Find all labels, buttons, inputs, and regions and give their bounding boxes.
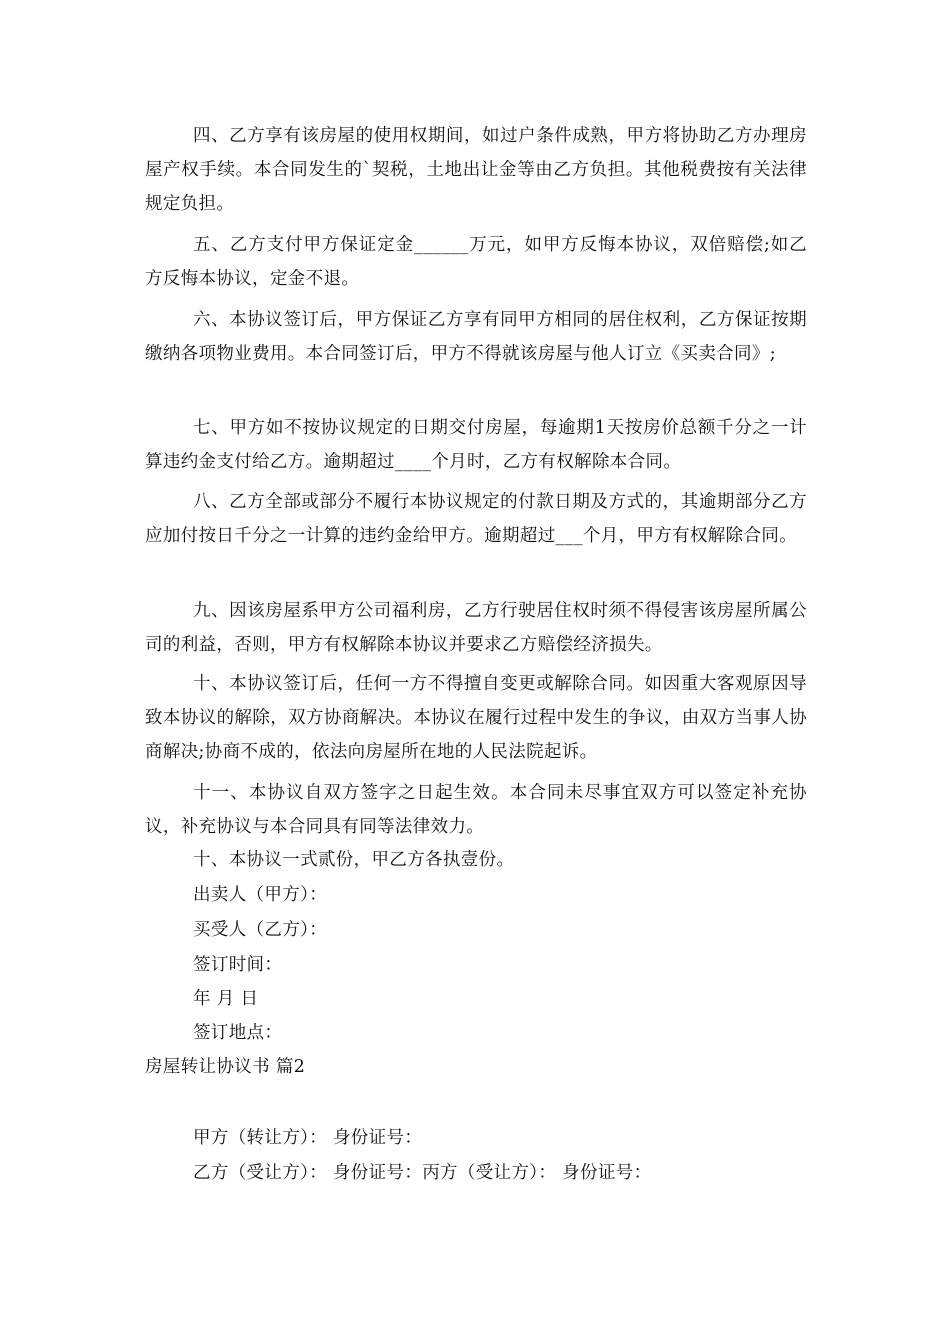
sign-place-label: 签订地点：: [193, 1023, 283, 1043]
clause-12: 十、本协议一式贰份，甲乙方各执壹份。: [193, 850, 515, 870]
clause-5: 五、乙方支付甲方保证定金______万元，如甲方反悔本协议，双倍赔偿;如乙方反悔本协议，定金不退。: [145, 235, 807, 289]
seller-signature-label: 出卖人（甲方）：: [193, 885, 328, 905]
party-b-c-line: 乙方（受让方）： 身份证号：丙方（受让方）： 身份证号：: [193, 1163, 652, 1183]
sign-date-label: 签订时间：: [193, 955, 283, 975]
buyer-signature-label: 买受人（乙方）：: [193, 920, 328, 940]
clause-9: 九、因该房屋系甲方公司福利房，乙方行驶居住权时须不得侵害该房屋所属公司的利益，否则，甲方有权解除本协议并要求乙方赔偿经济损失。: [145, 601, 807, 655]
clause-10: 十、本协议签订后，任何一方不得擅自变更或解除合同。如因重大客观原因导致本协议的解除，双方协商解决。本协议在履行过程中发生的争议，由双方当事人协商解决;协商不成的，依法向房屋所在地的人民法院起诉。: [145, 674, 807, 762]
clause-4: 四、乙方享有该房屋的使用权期间，如过户条件成熟，甲方将协助乙方办理房屋产权手续。本合同发生的`契税，土地出让金等由乙方负担。其他税费按有关法律规定负担。: [145, 126, 807, 214]
clause-8: 八、乙方全部或部分不履行本协议规定的付款日期及方式的，其逾期部分乙方应加付按日千分之一计算的违约金给甲方。逾期超过___个月，甲方有权解除合同。: [145, 492, 807, 546]
section-2-heading: 房屋转让协议书 篇2: [145, 1057, 306, 1077]
sign-date-value: 年 月 日: [193, 989, 259, 1009]
clause-7: 七、甲方如不按协议规定的日期交付房屋，每逾期1天按房价总额千分之一计算违约金支付给乙方。逾期超过____个月时，乙方有权解除本合同。: [145, 418, 807, 472]
clause-11: 十一、本协议自双方签字之日起生效。本合同未尽事宜双方可以签定补充协议，补充协议与本合同具有同等法律效力。: [145, 783, 807, 837]
party-a-line: 甲方（转让方）： 身份证号：: [193, 1128, 423, 1148]
clause-6: 六、本协议签订后，甲方保证乙方享有同甲方相同的居住权利，乙方保证按期缴纳各项物业费用。本合同签订后，甲方不得就该房屋与他人订立《买卖合同》;: [145, 310, 807, 364]
